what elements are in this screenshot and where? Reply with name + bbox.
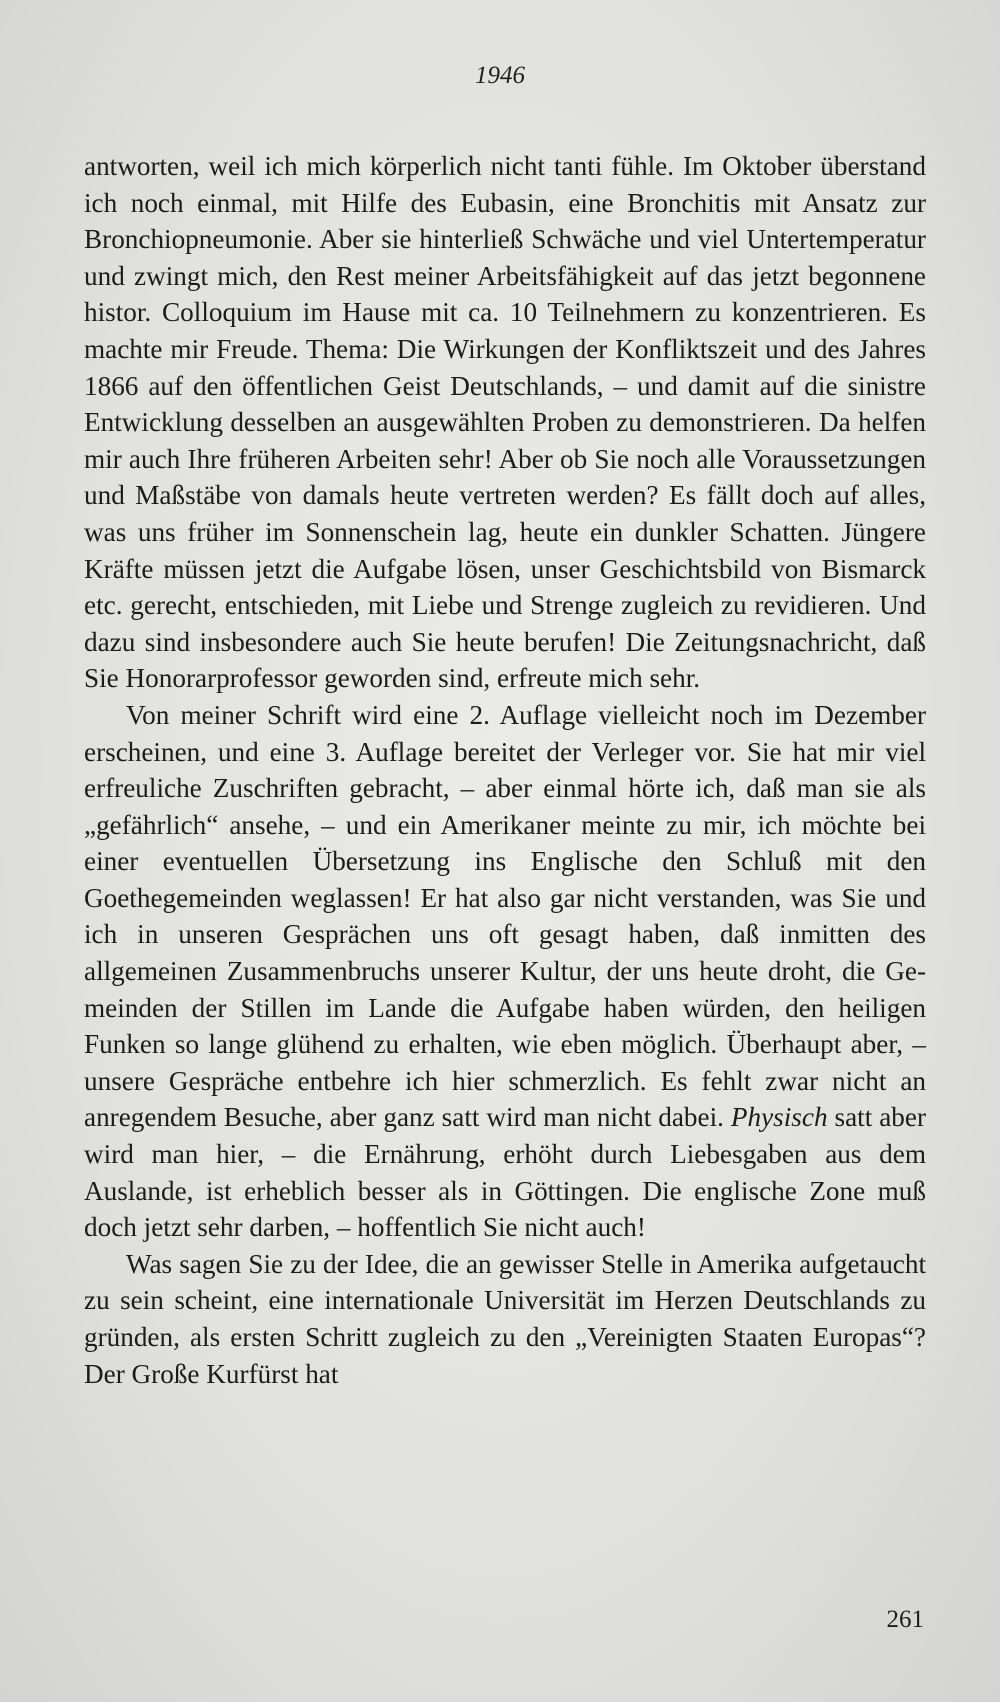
paragraph-2 xyxy=(84,697,926,1246)
letter-body xyxy=(84,148,926,1392)
paragraph-2-text-b: satt aber wird man hier, – die Ernährung, erhöht durch Liebesgaben aus dem Auslande, ist erheblich besser als in Göttingen. Die englische Zone muß doch jetzt sehr darben, – hoffentlich Sie nicht auch! xyxy=(84,1102,926,1243)
paragraph-3-text: Was sagen Sie zu der Idee, die an gewisser Stelle in Amerika aufgetaucht zu sein scheint, eine internationale Universität im Herzen Deutschlands zu gründen, als ersten Schritt zugleich zu den „Vereinigten Staaten Europas“? Der Große Kurfürst hat xyxy=(84,1248,926,1389)
paragraph-2-emphasis: Physisch xyxy=(730,1102,828,1133)
paragraph-1 xyxy=(84,148,926,697)
paragraph-1-text: antworten, weil ich mich körperlich nicht tanti fühle. Im Oktober überstand ich noch einmal, mit Hilfe des Eubasin, eine Bronchitis mit Ansatz zur Bronchiopneumonie. Aber sie hinterließ Schwäche und viel Untertemperatur und zwingt mich, den Rest meiner Arbeitsfähigkeit auf das jetzt begonnene histor. Colloquium im Hause mit ca. 10 Teilnehmern zu konzentrieren. Es machte mir Freude. Thema: Die Wirkungen der Konfliktszeit und des Jahres 1866 auf den öffentlichen Geist Deutschlands, – und damit auf die sinistre Entwicklung desselben an ausgewählten Proben zu demonstrieren. Da helfen mir auch Ihre früheren Arbeiten sehr! Aber ob Sie noch alle Voraussetzungen und Maßstäbe von damals heute vertreten werden? Es fällt doch auf alles, was uns früher im Sonnenschein lag, heute ein dunkler Schatten. Jüngere Kräfte müssen jetzt die Aufgabe lösen, unser Geschichtsbild von Bismarck etc. gerecht, entschieden, mit Liebe und Strenge zugleich zu revidieren. Und dazu sind insbesondere auch Sie heute berufen! Die Zeitungsnachricht, daß Sie Honorarprofessor geworden sind, erfreute mich sehr. xyxy=(84,151,926,694)
paragraph-2-text-a: Von meiner Schrift wird eine 2. Auflage vielleicht noch im Dezember erscheinen, und eine 3. Auflage bereitet der Verleger vor. Sie hat mir viel erfreuliche Zuschriften gebracht, – aber einmal hörte ich, daß man sie als „gefährlich“ ansehe, – und ein Amerikaner meinte zu mir, ich möchte bei einer eventuellen Übersetzung ins Englische den Schluß mit den Goethegemeinden weglassen! Er hat also gar nicht verstanden, was Sie und ich in unseren Gesprächen uns oft gesagt haben, daß inmitten des allgemeinen Zusammenbruchs unserer Kultur, der uns heute droht, die Gemeinden der Stillen im Lande die Aufgabe haben würden, den heiligen Funken so lange glühend zu erhalten, wie eben möglich. Überhaupt aber, – unsere Gespräche entbehre ich hier schmerzlich. Es fehlt zwar nicht an anregendem Besuche, aber ganz satt wird man nicht dabei. xyxy=(84,699,926,1133)
page-number: 261 xyxy=(886,1606,924,1633)
paragraph-3 xyxy=(84,1246,926,1392)
running-head-year: 1946 xyxy=(475,62,525,89)
